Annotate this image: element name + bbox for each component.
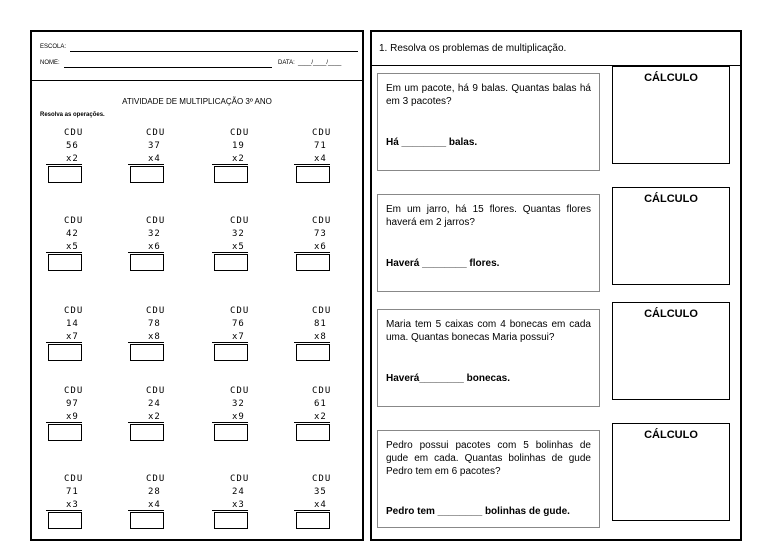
operation-rule bbox=[128, 164, 164, 165]
cdu-header: CDU bbox=[146, 306, 166, 316]
operation-rule bbox=[212, 252, 248, 253]
cdu-header: CDU bbox=[230, 386, 250, 396]
operation-rule bbox=[294, 252, 330, 253]
cdu-header: CDU bbox=[230, 128, 250, 138]
operation-rule bbox=[212, 510, 248, 511]
multiplicand: 73 bbox=[314, 229, 327, 239]
calculation-box[interactable] bbox=[612, 187, 730, 285]
header-divider bbox=[32, 80, 362, 81]
cdu-header: CDU bbox=[312, 216, 332, 226]
word-problem bbox=[377, 430, 600, 528]
multiplier: x6 bbox=[148, 242, 161, 252]
answer-box[interactable] bbox=[214, 512, 248, 529]
answer-box[interactable] bbox=[214, 254, 248, 271]
school-label: ESCOLA: bbox=[40, 44, 67, 50]
multiplier: x5 bbox=[66, 242, 79, 252]
word-problem bbox=[377, 73, 600, 171]
problem-question: Em um jarro, há 15 flores. Quantas flores haverá em 2 jarros? bbox=[386, 204, 591, 228]
multiplier: x7 bbox=[66, 332, 79, 342]
multiplicand: 81 bbox=[314, 319, 327, 329]
operation-rule bbox=[294, 164, 330, 165]
multiplier: x9 bbox=[66, 412, 79, 422]
multiplicand: 32 bbox=[232, 229, 245, 239]
cdu-header: CDU bbox=[64, 386, 84, 396]
cdu-header: CDU bbox=[312, 128, 332, 138]
cdu-header: CDU bbox=[312, 386, 332, 396]
multiplicand: 35 bbox=[314, 487, 327, 497]
multiplier: x2 bbox=[314, 412, 327, 422]
cdu-header: CDU bbox=[64, 306, 84, 316]
answer-box[interactable] bbox=[214, 424, 248, 441]
answer-box[interactable] bbox=[214, 344, 248, 361]
calculation-label: CÁLCULO bbox=[644, 72, 698, 84]
answer-box[interactable] bbox=[48, 254, 82, 271]
cdu-header: CDU bbox=[146, 128, 166, 138]
multiplicand: 78 bbox=[148, 319, 161, 329]
answer-box[interactable] bbox=[130, 512, 164, 529]
problem-answer-line[interactable]: Haverá ________ flores. bbox=[386, 258, 500, 269]
date-field[interactable]: ____/____/____ bbox=[298, 60, 342, 66]
calculation-label: CÁLCULO bbox=[644, 193, 698, 205]
problem-answer-line[interactable]: Há ________ balas. bbox=[386, 137, 478, 148]
name-field[interactable] bbox=[64, 67, 272, 68]
operation-rule bbox=[294, 342, 330, 343]
calculation-label: CÁLCULO bbox=[644, 429, 698, 441]
cdu-header: CDU bbox=[64, 216, 84, 226]
answer-box[interactable] bbox=[130, 424, 164, 441]
word-problems-worksheet bbox=[370, 30, 742, 541]
multiplicand: 14 bbox=[66, 319, 79, 329]
multiplier: x4 bbox=[148, 154, 161, 164]
multiplicand: 76 bbox=[232, 319, 245, 329]
operation-rule bbox=[212, 164, 248, 165]
multiplicand: 42 bbox=[66, 229, 79, 239]
multiplication-worksheet bbox=[30, 30, 364, 541]
name-label: NOME: bbox=[40, 60, 60, 66]
word-problem bbox=[377, 194, 600, 292]
cdu-header: CDU bbox=[230, 216, 250, 226]
answer-box[interactable] bbox=[48, 512, 82, 529]
date-label: DATA: bbox=[278, 60, 295, 66]
multiplier: x4 bbox=[314, 500, 327, 510]
multiplier: x2 bbox=[232, 154, 245, 164]
answer-box[interactable] bbox=[296, 166, 330, 183]
multiplier: x4 bbox=[314, 154, 327, 164]
answer-box[interactable] bbox=[296, 254, 330, 271]
multiplicand: 32 bbox=[148, 229, 161, 239]
multiplicand: 71 bbox=[314, 141, 327, 151]
problem-answer-line[interactable]: Pedro tem ________ bolinhas de gude. bbox=[386, 506, 570, 517]
operation-rule bbox=[128, 422, 164, 423]
worksheet-title: ATIVIDADE DE MULTIPLICAÇÃO 3º ANO bbox=[122, 97, 272, 106]
answer-box[interactable] bbox=[130, 344, 164, 361]
problem-answer-line[interactable]: Haverá________ bonecas. bbox=[386, 373, 510, 384]
cdu-header: CDU bbox=[64, 474, 84, 484]
cdu-header: CDU bbox=[312, 306, 332, 316]
problem-question: Pedro possui pacotes com 5 bolinhas de gude em cada. Quantas bolinhas de gude Pedro tem em 6 pacotes? bbox=[386, 440, 591, 477]
multiplicand: 56 bbox=[66, 141, 79, 151]
problem-question: Maria tem 5 caixas com 4 bonecas em cada uma. Quantas bonecas Maria possui? bbox=[386, 319, 591, 343]
calculation-box[interactable] bbox=[612, 302, 730, 400]
multiplicand: 37 bbox=[148, 141, 161, 151]
multiplier: x7 bbox=[232, 332, 245, 342]
calculation-label: CÁLCULO bbox=[644, 308, 698, 320]
cdu-header: CDU bbox=[230, 474, 250, 484]
operation-rule bbox=[128, 252, 164, 253]
operation-rule bbox=[212, 422, 248, 423]
multiplicand: 61 bbox=[314, 399, 327, 409]
operation-rule bbox=[294, 510, 330, 511]
multiplier: x6 bbox=[314, 242, 327, 252]
operation-rule bbox=[128, 510, 164, 511]
operation-rule bbox=[128, 342, 164, 343]
worksheet-instruction: Resolva as operações. bbox=[40, 112, 105, 118]
multiplicand: 24 bbox=[232, 487, 245, 497]
multiplier: x3 bbox=[232, 500, 245, 510]
problem-question: Em um pacote, há 9 balas. Quantas balas há em 3 pacotes? bbox=[386, 83, 591, 107]
multiplier: x8 bbox=[314, 332, 327, 342]
cdu-header: CDU bbox=[230, 306, 250, 316]
multiplier: x9 bbox=[232, 412, 245, 422]
multiplicand: 28 bbox=[148, 487, 161, 497]
multiplicand: 19 bbox=[232, 141, 245, 151]
multiplicand: 24 bbox=[148, 399, 161, 409]
operation-rule bbox=[294, 422, 330, 423]
multiplier: x2 bbox=[148, 412, 161, 422]
answer-box[interactable] bbox=[296, 512, 330, 529]
multiplicand: 32 bbox=[232, 399, 245, 409]
answer-box[interactable] bbox=[296, 424, 330, 441]
operation-rule bbox=[212, 342, 248, 343]
cdu-header: CDU bbox=[146, 216, 166, 226]
answer-box[interactable] bbox=[214, 166, 248, 183]
word-problem bbox=[377, 309, 600, 407]
operation-rule bbox=[46, 422, 82, 423]
operation-rule bbox=[46, 510, 82, 511]
calculation-box[interactable] bbox=[612, 423, 730, 521]
calculation-box[interactable] bbox=[612, 66, 730, 164]
multiplier: x2 bbox=[66, 154, 79, 164]
multiplicand: 97 bbox=[66, 399, 79, 409]
cdu-header: CDU bbox=[146, 474, 166, 484]
answer-box[interactable] bbox=[296, 344, 330, 361]
answer-box[interactable] bbox=[48, 166, 82, 183]
answer-box[interactable] bbox=[130, 166, 164, 183]
problems-title: 1. Resolva os problemas de multiplicação. bbox=[379, 43, 567, 54]
operation-rule bbox=[46, 252, 82, 253]
multiplier: x5 bbox=[232, 242, 245, 252]
answer-box[interactable] bbox=[130, 254, 164, 271]
multiplier: x3 bbox=[66, 500, 79, 510]
operation-rule bbox=[46, 164, 82, 165]
multiplier: x4 bbox=[148, 500, 161, 510]
school-field[interactable] bbox=[70, 51, 358, 52]
answer-box[interactable] bbox=[48, 344, 82, 361]
multiplicand: 71 bbox=[66, 487, 79, 497]
multiplier: x8 bbox=[148, 332, 161, 342]
cdu-header: CDU bbox=[146, 386, 166, 396]
cdu-header: CDU bbox=[312, 474, 332, 484]
cdu-header: CDU bbox=[64, 128, 84, 138]
answer-box[interactable] bbox=[48, 424, 82, 441]
operation-rule bbox=[46, 342, 82, 343]
